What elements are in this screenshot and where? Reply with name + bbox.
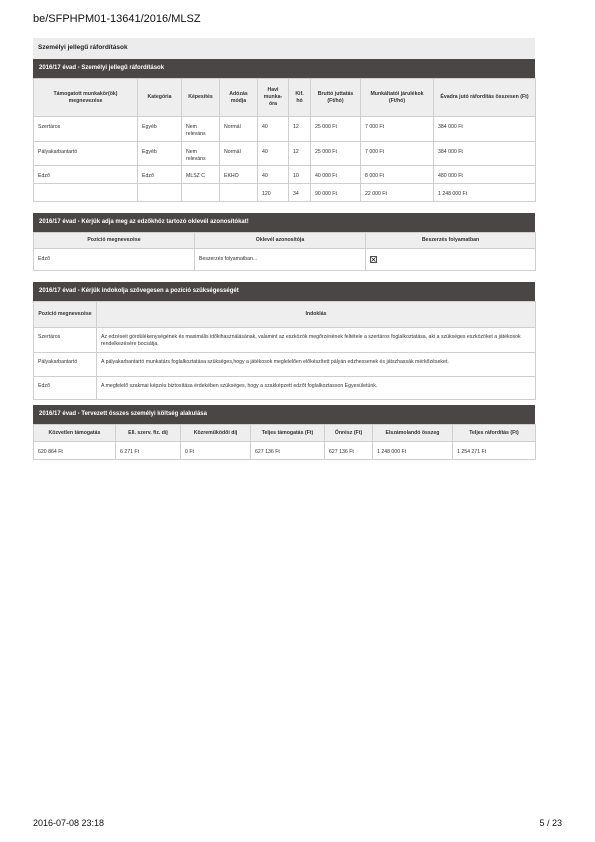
document-id: be/SFPHPM01-13641/2016/MLSZ [33, 13, 201, 25]
table-cell: Edző [34, 166, 138, 184]
table-row [34, 353, 536, 377]
table-cell: A megfelelő szakmai képzés biztosítása érdekében szükséges, hogy a szakképzett edzőt foglalkoztasson Egyesületünk. [97, 377, 536, 400]
table-cell: Pályakarbantartó [34, 142, 138, 166]
header-cell: Oklevél azonosítója [195, 233, 366, 249]
table-cell: 1 248 000 Ft [434, 184, 536, 202]
header-cell: Támogatott munkakör(ök) megnevezése [34, 79, 138, 117]
page-number: 5 / 23 [539, 818, 562, 828]
table-cell: 120 [258, 184, 289, 202]
table-cell: EKHO [220, 166, 258, 184]
header-cell: Kif. hó [289, 79, 311, 117]
table-cell: Szertáros [34, 117, 138, 142]
justification-table [33, 301, 536, 400]
table-cell: Nem releváns [182, 117, 220, 142]
table-total-row [34, 184, 536, 202]
table-cell: Beszerzés folyamatban... [195, 249, 366, 271]
table-cell: Edző [34, 377, 97, 400]
header-cell: Teljes ráfordítás (Ft) [453, 425, 536, 442]
table-row [34, 117, 536, 142]
table-cell [138, 184, 182, 202]
table-row [34, 142, 536, 166]
table-cell: 627 136 Ft [251, 442, 325, 460]
table-cell: 1 248 000 Ft [373, 442, 453, 460]
table-cell: 12 [289, 117, 311, 142]
header-cell: Pozíció megnevezése [34, 233, 195, 249]
header-cell: Önrész (Ft) [325, 425, 373, 442]
table-cell: Normál [220, 142, 258, 166]
header-cell: Ell. szerv. fiz. díj [116, 425, 181, 442]
table-cell: 627 136 Ft [325, 442, 373, 460]
table-cell: Egyéb [138, 142, 182, 166]
header-cell: Pozíció megnevezése [34, 302, 97, 328]
table1-title: 2016/17 évad - Személyi jellegű ráfordítások [33, 59, 535, 78]
header-cell: Közvetlen támogatás [34, 425, 116, 442]
total-costs-table [33, 424, 536, 460]
table-cell: 34 [289, 184, 311, 202]
table-cell: 620 864 Ft [34, 442, 116, 460]
table-cell: 0 Ft [181, 442, 251, 460]
header-cell: Adózás módja [220, 79, 258, 117]
justification-section [33, 282, 535, 400]
section-title: Személyi jellegű ráfordítások [33, 38, 535, 59]
header-cell: Havi munka-óra [258, 79, 289, 117]
table-cell: 1 254 271 Ft [453, 442, 536, 460]
table4-title: 2016/17 évad - Tervezett összes személyi költség alakulása [33, 405, 535, 424]
personnel-costs-section [33, 38, 535, 202]
header-cell: Munkáltatói járulékok (Ft/hó) [361, 79, 434, 117]
table3-header-row [34, 302, 536, 328]
table-cell: Egyéb [138, 117, 182, 142]
print-timestamp: 2016-07-08 23:18 [33, 818, 105, 828]
total-costs-section [33, 405, 535, 460]
header-cell: Kategória [138, 79, 182, 117]
table-row [34, 328, 536, 353]
table-cell [34, 184, 138, 202]
table-cell [182, 184, 220, 202]
table1-header-row [34, 79, 536, 117]
table-cell: 40 000 Ft [311, 166, 361, 184]
table-cell: Nem releváns [182, 142, 220, 166]
table-cell: 40 [258, 142, 289, 166]
diploma-section [33, 213, 535, 271]
table4-header-row [34, 425, 536, 442]
header-cell: Teljes támogatás (Ft) [251, 425, 325, 442]
table-cell: 384 000 Ft [434, 142, 536, 166]
table-cell: Edző [138, 166, 182, 184]
diploma-table [33, 232, 536, 271]
table-cell: MLSZ C [182, 166, 220, 184]
table-cell: 25 000 Ft [311, 142, 361, 166]
header-cell: Közreműködői díj [181, 425, 251, 442]
header-cell: Bruttó juttatás (Ft/hó) [311, 79, 361, 117]
table-cell: Pályakarbantartó [34, 353, 97, 377]
table-cell: 40 [258, 117, 289, 142]
header-cell: Beszerzés folyamatban [366, 233, 536, 249]
table-cell: 40 [258, 166, 289, 184]
table-cell: 384 000 Ft [434, 117, 536, 142]
table-cell: 12 [289, 142, 311, 166]
table2-header-row [34, 233, 536, 249]
table-cell: 8 000 Ft [361, 166, 434, 184]
table-row [34, 166, 536, 184]
table-cell: 22 000 Ft [361, 184, 434, 202]
table-row [34, 377, 536, 400]
table-row [34, 249, 536, 271]
table-cell: Szertáros [34, 328, 97, 353]
header-cell: Évadra jutó ráfordítás összesen (Ft) [434, 79, 536, 117]
table-cell [366, 249, 536, 271]
table-row [34, 442, 536, 460]
table-cell: 7 000 Ft [361, 142, 434, 166]
table-cell: Az edzéseit gördülékenységének és maximális időkihasználásának, valamint az eszközök megőrzésének feltétele a szertáros foglalkoztatása, aki a szükséges eszközöket a játékosok rendelkezésére bocsátja. [97, 328, 536, 353]
table-cell: Edző [34, 249, 195, 271]
table-cell: 6 271 Ft [116, 442, 181, 460]
header-cell: Indoklás [97, 302, 536, 328]
table-cell: 10 [289, 166, 311, 184]
table-cell: 7 000 Ft [361, 117, 434, 142]
table-cell: Normál [220, 117, 258, 142]
table-cell: 90 000 Ft [311, 184, 361, 202]
header-cell: Elszámolandó összeg [373, 425, 453, 442]
header-cell: Képesítés [182, 79, 220, 117]
table-cell: 25 000 Ft [311, 117, 361, 142]
table-cell: A pályakarbantartó munkatárs foglalkoztatása szükséges,hogy a játékosok meglelelően előkészített pályán edzhessenek és játszhassák mérkőzéseket. [97, 353, 536, 377]
table2-title: 2016/17 évad - Kérjük adja meg az edzőkhöz tartozó oklevél azonosítókat! [33, 213, 535, 232]
table-cell: 480 000 Ft [434, 166, 536, 184]
personnel-costs-table [33, 78, 536, 202]
checked-checkbox-icon[interactable] [370, 256, 377, 263]
table3-title: 2016/17 évad - Kérjük indokolja szövegesen a pozíció szükségességét [33, 282, 535, 301]
table-cell [220, 184, 258, 202]
